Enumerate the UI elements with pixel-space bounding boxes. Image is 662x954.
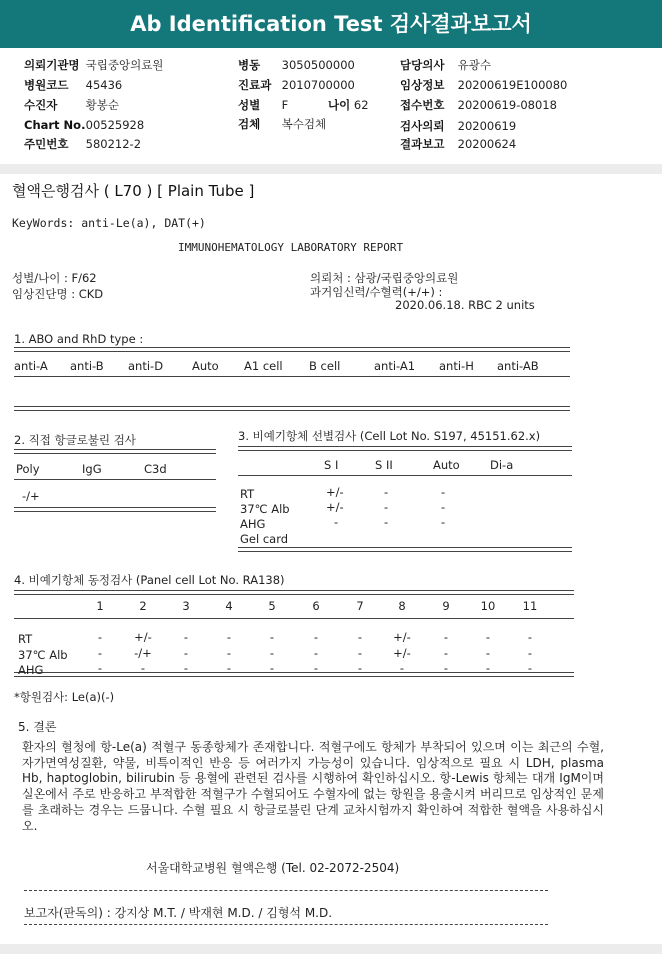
info-field-receipt-no: 접수번호 20200619-08018 [400, 98, 557, 112]
panel-row-label: RT [18, 632, 33, 646]
abo-col-auto: Auto [192, 359, 219, 373]
info-field-request-date: 검사의뢰 20200619 [400, 119, 517, 133]
abo-col-a1-cell: A1 cell [244, 359, 283, 373]
divider [238, 547, 572, 552]
panel-cell: - [269, 646, 275, 660]
abo-col-b-cell: B cell [309, 359, 341, 373]
info-field-chart-no: Chart No. 00525928 [24, 118, 145, 132]
panel-cell: - [313, 646, 319, 660]
screen-row-label: AHG [240, 517, 266, 531]
panel-cell: - [269, 630, 275, 644]
sex-age-line: 성별/나이 : F/62 [12, 271, 97, 285]
section1-title: 1. ABO and RhD type : [14, 332, 144, 346]
abo-col-anti-a1: anti-A1 [374, 359, 416, 373]
section4-title: 4. 비예기항체 동정검사 (Panel cell Lot No. RA138) [14, 573, 285, 587]
divider [14, 347, 570, 352]
info-field-ward: 병동 3050500000 [238, 58, 355, 72]
screen-cell: +/- [326, 485, 344, 499]
panel-cell: - [226, 646, 232, 660]
report-document [0, 174, 662, 954]
lab-report-title: IMMUNOHEMATOLOGY LABORATORY REPORT [178, 241, 404, 254]
screen-cell: - [441, 515, 446, 529]
report-title: Ab Identification Test 검사결과보고서 [130, 12, 532, 36]
divider [238, 446, 572, 451]
panel-cell: - [269, 661, 275, 675]
section5-title: 5. 결론 [18, 720, 57, 734]
divider [14, 618, 574, 619]
panel-col-9: 9 [442, 599, 450, 613]
divider [14, 590, 574, 595]
reporter-line: 보고자(판독의) : 강지상 M.T. / 박재현 M.D. / 김형석 M.D. [24, 906, 333, 920]
screen-row-label: Gel card [240, 532, 289, 546]
info-field-age: 나이 62 [328, 98, 369, 112]
info-field-hospital-code: 병원코드 45436 [24, 78, 123, 92]
screen-cell: +/- [326, 500, 344, 514]
panel-cell: - [443, 646, 449, 660]
screen-cell: - [441, 485, 446, 499]
screen-col-sii: S II [375, 458, 393, 472]
screen-cell: - [334, 515, 339, 529]
divider [24, 890, 548, 891]
hospital-contact: 서울대학교병원 혈액은행 (Tel. 02-2072-2504) [146, 861, 400, 875]
panel-row-label: AHG [18, 663, 44, 677]
patient-info-panel [0, 48, 662, 165]
section2-title: 2. 직접 항글로불린 검사 [14, 433, 136, 447]
screen-cell: - [384, 515, 389, 529]
panel-cell: +/- [134, 630, 152, 644]
screen-cell: - [384, 485, 389, 499]
abo-col-anti-a: anti-A [14, 359, 48, 373]
divider [238, 475, 572, 476]
dat-col-poly: Poly [16, 462, 40, 476]
divider [14, 449, 216, 454]
panel-col-11: 11 [522, 599, 538, 613]
panel-cell: - [485, 630, 491, 644]
dat-col-igg: IgG [82, 462, 102, 476]
panel-col-4: 4 [225, 599, 233, 613]
section3-title: 3. 비예기항체 선별검사 (Cell Lot No. S197, 45151.62.x) [238, 429, 541, 443]
info-field-clinical-info: 임상정보 20200619E100080 [400, 78, 568, 92]
panel-cell: - [183, 646, 189, 660]
dat-poly-value: -/+ [22, 489, 40, 503]
panel-cell: - [399, 661, 405, 675]
abo-col-anti-b: anti-B [70, 359, 104, 373]
conclusion-text: 환자의 혈청에 항-Le(a) 적혈구 동종항체가 존재합니다. 적혈구에도 항체가 부착되어 있으며 이는 최근의 수혈, 자가면역성질환, 약물, 비특이적인 반응 등 여러가지 가능성이 있습니다. 임상적으로 필요 시 LDH, plasma Hb, haptoglobin, bilirubin 등 용혈에 관련된 검사를 시행하여 확인하십시오. 항-Lewis 항체는 대개 IgM이며 실온에서 주로 반응하고 부적합한 적혈구가 수혈되어도 수혈자에 없는 항원을 용출시켜 버리므로 임상적인 문제를 초래하는 경우는 드뭅니다. 수혈 필요 시 항글로불린 단계 교차시험까지 확인하여 적합한 혈액을 사용하십시오. [22, 740, 604, 833]
screen-cell: - [441, 500, 446, 514]
divider [24, 924, 548, 925]
divider [14, 376, 570, 377]
panel-col-3: 3 [182, 599, 190, 613]
panel-cell: - [97, 646, 103, 660]
panel-cell: - [357, 630, 363, 644]
antigen-test-line: *항원검사: Le(a)(-) [14, 690, 115, 704]
info-field-specimen: 검체 복수검체 [238, 117, 327, 131]
panel-cell: - [183, 661, 189, 675]
diagnosis-line: 임상진단명 : CKD [12, 287, 104, 301]
divider [14, 406, 570, 411]
panel-row-label: 37℃ Alb [18, 648, 68, 662]
panel-col-5: 5 [268, 599, 276, 613]
screen-col-auto: Auto [433, 458, 460, 472]
panel-cell: - [226, 661, 232, 675]
panel-cell: - [527, 630, 533, 644]
info-field-report-date: 결과보고 20200624 [400, 137, 517, 151]
panel-col-1: 1 [96, 599, 104, 613]
keywords-line: KeyWords: anti-Le(a), DAT(+) [12, 216, 206, 230]
panel-cell: - [485, 661, 491, 675]
panel-cell: - [443, 630, 449, 644]
abo-col-anti-d: anti-D [128, 359, 164, 373]
info-field-resident-no: 주민번호 580212-2 [24, 137, 142, 151]
panel-cell: - [527, 646, 533, 660]
panel-cell: - [357, 646, 363, 660]
divider [14, 479, 216, 480]
screen-cell: - [384, 500, 389, 514]
dat-col-c3d: C3d [144, 462, 167, 476]
transfusion-history-line: 과거임신력/수혈력(+/+) : [310, 285, 443, 299]
abo-col-anti-h: anti-H [439, 359, 474, 373]
info-field-department: 진료과 2010700000 [238, 78, 355, 92]
screen-col-di-a: Di-a [490, 458, 514, 472]
info-field-sex: 성별 F [238, 98, 289, 112]
panel-col-7: 7 [356, 599, 364, 613]
info-field-patient-name: 수진자 황봉순 [24, 98, 119, 112]
panel-col-6: 6 [312, 599, 320, 613]
referral-line: 의뢰처 : 삼광/국립중앙의료원 [310, 271, 459, 285]
screen-row-label: 37℃ Alb [240, 502, 290, 516]
panel-cell: - [313, 661, 319, 675]
panel-col-10: 10 [480, 599, 496, 613]
separator-band [0, 164, 662, 174]
divider [14, 507, 216, 512]
panel-cell: - [485, 646, 491, 660]
panel-cell: - [140, 661, 146, 675]
abo-col-anti-ab: anti-AB [497, 359, 539, 373]
info-field-doctor: 담당의사 유광수 [400, 58, 491, 72]
panel-cell: +/- [393, 630, 411, 644]
panel-cell: - [97, 661, 103, 675]
screen-col-si: S I [324, 458, 339, 472]
screen-row-label: RT [240, 487, 255, 501]
bottom-band [0, 944, 662, 954]
panel-col-2: 2 [139, 599, 147, 613]
panel-cell: - [183, 630, 189, 644]
panel-cell: - [313, 630, 319, 644]
report-title-bar [0, 0, 662, 48]
panel-cell: -/+ [134, 646, 152, 660]
transfusion-history-detail: 2020.06.18. RBC 2 units [395, 298, 535, 312]
info-field-requesting-institution: 의뢰기관명 국립중앙의료원 [24, 58, 164, 72]
test-heading: 혈액은행검사 ( L70 ) [ Plain Tube ] [12, 182, 255, 200]
panel-col-8: 8 [398, 599, 406, 613]
panel-cell: +/- [393, 646, 411, 660]
panel-cell: - [443, 661, 449, 675]
panel-cell: - [527, 661, 533, 675]
panel-cell: - [357, 661, 363, 675]
panel-cell: - [97, 630, 103, 644]
panel-cell: - [226, 630, 232, 644]
